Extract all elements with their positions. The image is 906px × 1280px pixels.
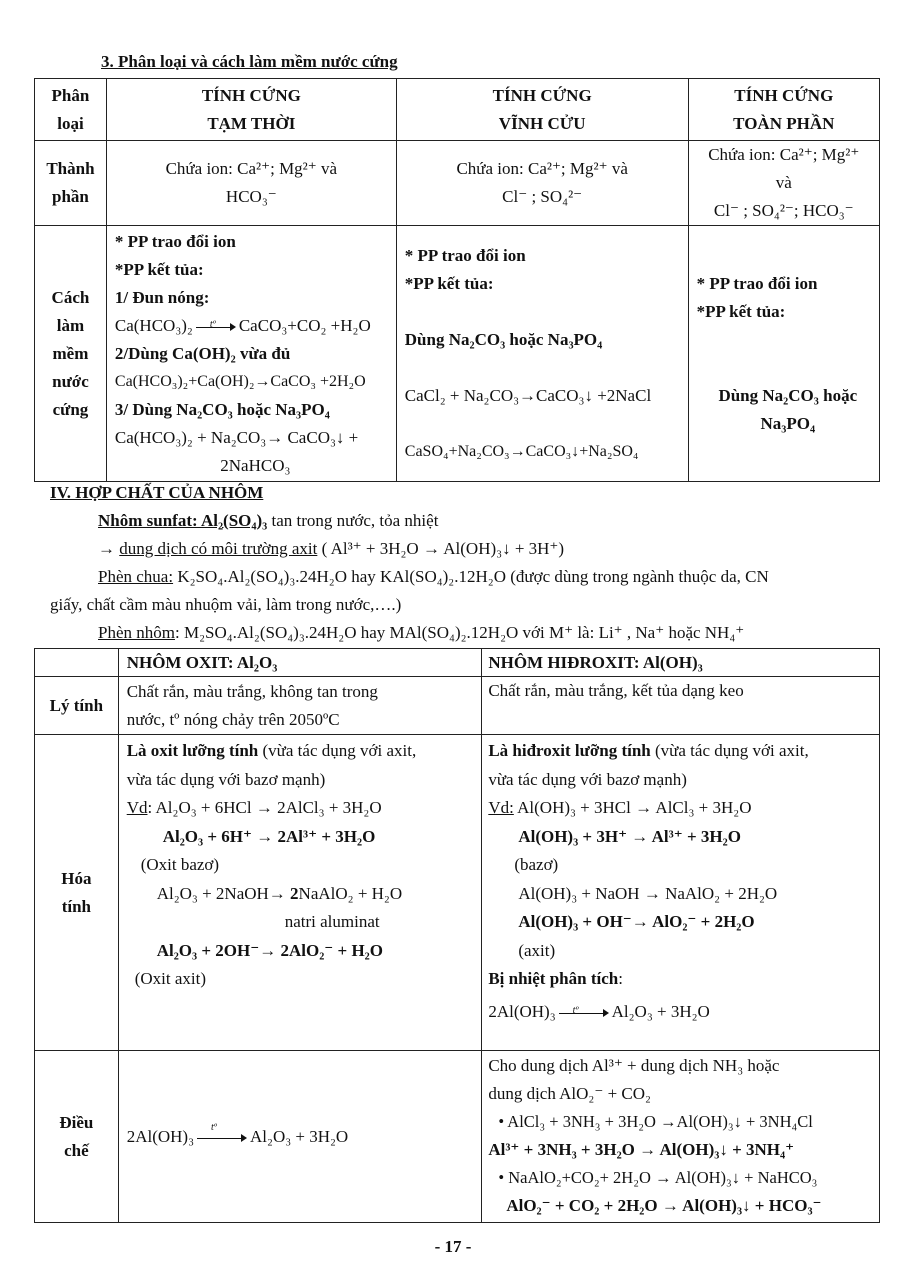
header-classification: Phân loại xyxy=(35,79,107,141)
aluminium-compounds-table xyxy=(34,648,880,1223)
permanent-softening: * PP trao đổi ion *PP kết tủa: Dùng Na₂CO₃ hoặc Na₃PO₄ CaCl₂ + Na₂CO₃→CaCO₃↓ +2NaCl CaSO₄+Na₂CO₃→CaCO₃↓+Na₂SO₄ xyxy=(396,226,688,482)
header-permanent-hardness: TÍNH CỨNG VĨNH CỬU xyxy=(396,79,688,141)
temporary-softening: * PP trao đổi ion *PP kết tủa: 1/ Đun nóng: Ca(HCO₃)₂ tº CaCO₃+CO₂ +H₂O 2/Dùng Ca(OH)₂ vừa đủ Ca(HCO₃)₂+Ca(OH)₂→CaCO₃ +2H₂O 3/ Dùng Na₂CO₃ hoặc Na₃PO₄ Ca(HCO₃)₂ + Na₂CO₃→ CaCO₃↓ + 2NaHCO₃ xyxy=(106,226,396,482)
hydroxide-chemical: Là hiđroxit lưỡng tính (vừa tác dụng với axit, vừa tác dụng với bazơ mạnh) Vd: Al(OH)₃ + 3HCl → AlCl₃ + 3H₂O Al(OH)₃ + 3H⁺ → Al³⁺ + 3H₂O (bazơ) Al(OH)₃ + NaOH → NaAlO₂ + 2H₂O Al(OH)₃ + OH⁻→ AlO₂⁻ + 2H₂O (axit) Bị nhiệt phân tích: 2Al(OH)₃ tº Al₂O₃ + 3H₂O xyxy=(482,735,880,1051)
total-composition: Chứa ion: Ca²⁺; Mg²⁺ và Cl⁻ ; SO₄²⁻; HCO₃⁻ xyxy=(688,141,879,226)
heat-arrow-icon: tº xyxy=(197,1133,247,1143)
permanent-composition: Chứa ion: Ca²⁺; Mg²⁺ và Cl⁻ ; SO₄²⁻ xyxy=(396,141,688,226)
row-composition-label: Thành phần xyxy=(35,141,107,226)
oxide-physical: Chất rắn, màu trắng, không tan trong nước, tº nóng chảy trên 2050ºC xyxy=(118,677,482,735)
temporary-composition: Chứa ion: Ca²⁺; Mg²⁺ và HCO₃⁻ xyxy=(106,141,396,226)
header-total-hardness: TÍNH CỨNG TOÀN PHẦN xyxy=(688,79,879,141)
header-aluminium-hydroxide: NHÔM HIĐROXIT: Al(OH)₃ xyxy=(482,649,880,677)
page-number: - 17 - xyxy=(434,1237,472,1256)
row-physical-label: Lý tính xyxy=(35,677,119,735)
acid-solution-line: → dung dịch có môi trường axit ( Al³⁺ + 3H₂O → Al(OH)₃↓ + 3H⁺) xyxy=(98,539,565,558)
header-temporary-hardness: TÍNH CỨNG TẠM THỜI xyxy=(106,79,396,141)
oxide-chemical: Là oxit lưỡng tính (vừa tác dụng với axit, vừa tác dụng với bazơ mạnh) Vd: Al₂O₃ + 6HCl → 2AlCl₃ + 3H₂O Al₂O₃ + 6H⁺ → 2Al³⁺ + 3H₂O (Oxit bazơ) Al₂O₃ + 2NaOH→ 2NaAlO₂ + H₂O natri aluminat Al₂O₃ + 2OH⁻→ 2AlO₂⁻ + H₂O (Oxit axit) xyxy=(118,735,482,1051)
row-chemical-label: Hóa tính xyxy=(35,735,119,1051)
section-3-title: 3. Phân loại và cách làm mềm nước cứng xyxy=(101,52,398,71)
section-4-title: IV. HỢP CHẤT CỦA NHÔM xyxy=(50,483,264,502)
alum-line: Phèn chua: K₂SO₄.Al₂(SO₄)₃.24H₂O hay KAl(SO₄)₂.12H₂O (được dùng trong ngành thuộc da, CN xyxy=(98,567,769,586)
heat-arrow-icon: tº xyxy=(559,1008,609,1018)
hard-water-table xyxy=(34,78,880,482)
total-softening: * PP trao đổi ion *PP kết tủa: Dùng Na₂CO₃ hoặc Na₃PO₄ xyxy=(688,226,879,482)
hydroxide-physical: Chất rắn, màu trắng, kết tủa dạng keo xyxy=(482,677,880,735)
aluminium-alum-line: Phèn nhôm: M₂SO₄.Al₂(SO₄)₃.24H₂O hay MAl(SO₄)₂.12H₂O với M⁺ là: Li⁺ , Na⁺ hoặc NH₄⁺ xyxy=(98,623,745,642)
row-preparation-label: Điều chế xyxy=(35,1051,119,1223)
header-aluminium-oxide: NHÔM OXIT: Al₂O₃ xyxy=(118,649,482,677)
oxide-preparation: 2Al(OH)₃ tº Al₂O₃ + 3H₂O xyxy=(118,1051,482,1223)
row-softening-label: Cách làm mềm nước cứng xyxy=(35,226,107,482)
heat-arrow-icon: tº xyxy=(196,322,236,332)
alum-uses-line: giấy, chất cầm màu nhuộm vải, làm trong nước,….) xyxy=(50,595,402,614)
hydroxide-preparation: Cho dung dịch Al³⁺ + dung dịch NH₃ hoặc dung dịch AlO₂⁻ + CO₂ • AlCl₃ + 3NH₃ + 3H₂O →Al(OH)₃↓ + 3NH₄Cl Al³⁺ + 3NH₃ + 3H₂O → Al(OH)₃↓ + 3NH₄⁺ • NaAlO₂+CO₂+ 2H₂O → Al(OH)₃↓ + NaHCO₃ AlO₂⁻ + CO₂ + 2H₂O → Al(OH)₃↓ + HCO₃⁻ xyxy=(482,1051,880,1223)
aluminium-sulfate-line: Nhôm sunfat: Al₂(SO₄)₃ tan trong nước, tỏa nhiệt xyxy=(98,511,439,530)
